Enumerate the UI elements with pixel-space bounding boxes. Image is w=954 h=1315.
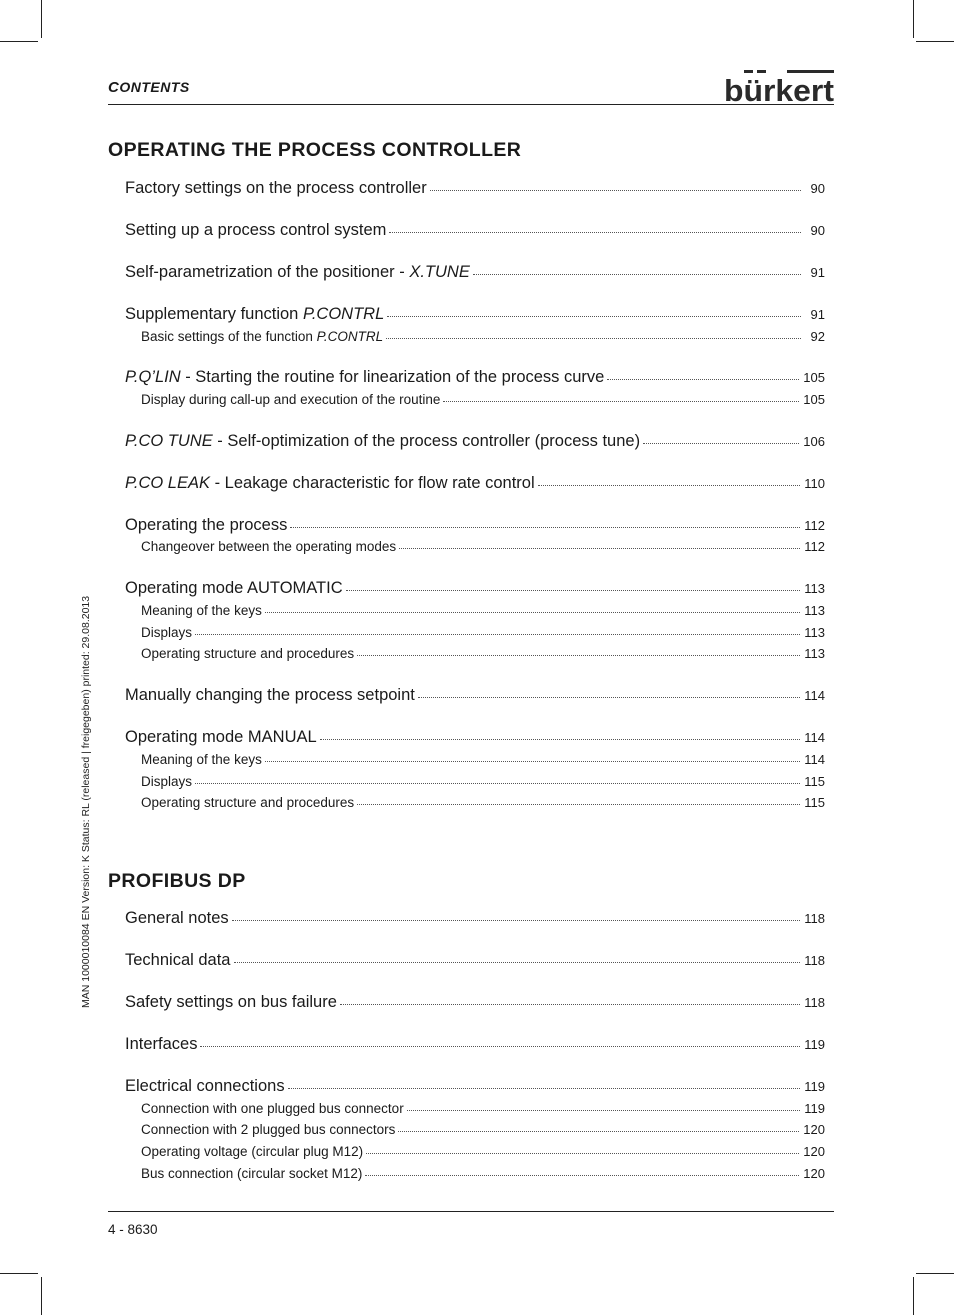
- toc-subentry[interactable]: [141, 1166, 825, 1188]
- dot-leader: [398, 1131, 799, 1132]
- toc-title-part: Interfaces: [125, 1035, 198, 1053]
- toc-page-number: 106: [803, 434, 825, 449]
- toc-entry-title: [125, 474, 535, 493]
- toc-page-number: 113: [804, 603, 825, 618]
- toc-entry-title: [141, 603, 262, 618]
- toc-entry[interactable]: [125, 474, 825, 496]
- crop-mark: [916, 1273, 954, 1274]
- toc-page-number: 91: [810, 265, 825, 280]
- toc-entry-title: [125, 368, 604, 387]
- dot-leader: [365, 1175, 799, 1176]
- dot-leader: [389, 232, 801, 233]
- toc-title-code: P.CONTRL: [302, 305, 385, 323]
- dot-leader: [386, 338, 801, 339]
- logo-text: bürkert: [724, 73, 834, 104]
- toc-title-part: Operating mode MANUAL: [125, 728, 317, 746]
- toc-subentry[interactable]: [141, 539, 825, 561]
- toc-subentry[interactable]: [141, 752, 825, 774]
- toc-entry-title: [141, 1144, 363, 1159]
- dot-leader: [340, 1004, 800, 1005]
- crop-mark: [41, 0, 42, 38]
- dot-leader: [320, 739, 801, 740]
- dot-leader: [607, 379, 799, 380]
- toc-entry-title: [141, 1101, 404, 1116]
- toc-page-number: 114: [804, 688, 825, 703]
- toc-title-code: P.CO TUNE: [125, 432, 213, 450]
- toc-page-number: 91: [810, 307, 825, 322]
- toc-entry-title: [141, 625, 192, 640]
- toc-subentry[interactable]: [141, 625, 825, 647]
- toc-title-part: Operating structure and procedures: [141, 646, 355, 661]
- dot-leader: [346, 590, 801, 591]
- dot-leader: [234, 962, 801, 963]
- toc-entry[interactable]: [125, 221, 825, 243]
- toc-title-part: - Self-optimization of the process controller (process tune): [212, 432, 641, 450]
- toc-page-number: 90: [810, 181, 825, 196]
- toc-subentry[interactable]: [141, 795, 825, 817]
- toc-entry[interactable]: [125, 263, 825, 285]
- dot-leader: [473, 274, 801, 275]
- toc-title-part: Connection with one plugged bus connector: [141, 1101, 404, 1116]
- crop-mark: [913, 1277, 914, 1315]
- toc-title-part: Displays: [141, 625, 193, 640]
- section-title-process-controller: OPERATING THE PROCESS CONTROLLER: [108, 139, 522, 161]
- header-title-cap: C: [108, 79, 120, 96]
- toc-entry-title: [125, 305, 384, 324]
- toc-title-part: - Starting the routine for linearization of the process curve: [180, 368, 605, 386]
- toc-title-part: General notes: [125, 909, 229, 927]
- dot-leader: [538, 485, 801, 486]
- toc-title-part: Technical data: [125, 951, 231, 969]
- toc-page-number: 119: [804, 1101, 825, 1116]
- dot-leader: [200, 1046, 800, 1047]
- crop-mark: [0, 1273, 38, 1274]
- toc-entry-title: [125, 1077, 285, 1096]
- toc-subentry[interactable]: [141, 392, 825, 414]
- dot-leader: [288, 1088, 801, 1089]
- toc-entry-title: [125, 516, 287, 535]
- dot-leader: [265, 612, 800, 613]
- toc-entry[interactable]: [125, 1035, 825, 1057]
- toc-title-part: Connection with 2 plugged bus connectors: [141, 1122, 396, 1137]
- toc-entry-title: [141, 1166, 362, 1181]
- burkert-logo: [724, 70, 834, 104]
- toc-entry-title: [141, 752, 262, 767]
- toc-entry-title: [141, 392, 440, 407]
- toc-entry[interactable]: [125, 516, 825, 538]
- toc-title-code: P.CO LEAK: [125, 474, 210, 492]
- toc-page-number: 119: [804, 1079, 825, 1094]
- header-rule: [108, 104, 834, 105]
- crop-mark: [0, 41, 38, 42]
- toc-page-number: 110: [804, 476, 825, 491]
- toc-entry-title: [141, 329, 383, 344]
- toc-title-part: Setting up a process control system: [125, 221, 387, 239]
- toc-subentry[interactable]: [141, 329, 825, 351]
- footer-rule: [108, 1211, 834, 1212]
- toc-page-number: 118: [804, 911, 825, 926]
- toc-subentry[interactable]: [141, 1144, 825, 1166]
- toc-entry-title: [125, 909, 229, 928]
- toc-entry[interactable]: [125, 951, 825, 973]
- toc-title-part: Operating voltage (circular plug M12): [141, 1144, 364, 1159]
- toc-entry-title: [125, 432, 640, 451]
- dot-leader: [195, 634, 800, 635]
- toc-page-number: 105: [803, 392, 825, 407]
- toc-entry-title: [141, 774, 192, 789]
- toc-page-number: 115: [804, 774, 825, 789]
- toc-page-number: 118: [804, 995, 825, 1010]
- toc-entry[interactable]: [125, 579, 825, 601]
- page-header-title: [108, 79, 190, 96]
- toc-page-number: 114: [804, 730, 825, 745]
- toc-page-number: 120: [803, 1144, 825, 1159]
- toc-title-part: Operating structure and procedures: [141, 795, 355, 810]
- toc-entry-title: [125, 993, 337, 1012]
- toc-subentry[interactable]: [141, 646, 825, 668]
- toc-entry[interactable]: [125, 728, 825, 750]
- toc-title-part: Display during call-up and execution of the routine: [141, 392, 441, 407]
- toc-page-number: 105: [803, 370, 825, 385]
- dot-leader: [430, 190, 801, 191]
- toc-entry-title: [141, 1122, 395, 1137]
- toc-page-number: 112: [804, 518, 825, 533]
- toc-subentry[interactable]: [141, 603, 825, 625]
- toc-title-part: Bus connection (circular socket M12): [141, 1166, 363, 1181]
- document-info-vertical: MAN 1000010084 EN Version: K Status: RL (released | freigegeben) printed: 29.08.2013: [80, 595, 92, 1008]
- dot-leader: [387, 316, 801, 317]
- toc-page-number: 120: [803, 1122, 825, 1137]
- dot-leader: [399, 548, 800, 549]
- toc-title-part: Meaning of the keys: [141, 752, 262, 767]
- toc-title-code: P.Q’LIN: [125, 368, 181, 386]
- toc-title-part: Electrical connections: [125, 1077, 285, 1095]
- toc-page-number: 113: [804, 646, 825, 661]
- dot-leader: [407, 1110, 801, 1111]
- dot-leader: [265, 761, 800, 762]
- section-title-profibus: PROFIBUS DP: [108, 870, 246, 892]
- toc-entry-title: [125, 728, 317, 747]
- dot-leader: [195, 783, 800, 784]
- toc-entry[interactable]: [125, 909, 825, 931]
- toc-title-part: Operating mode AUTOMATIC: [125, 579, 343, 597]
- toc-entry[interactable]: [125, 432, 825, 454]
- toc-title-part: Basic settings of the function: [141, 329, 317, 344]
- dot-leader: [418, 697, 800, 698]
- toc-entry[interactable]: [125, 993, 825, 1015]
- toc-title-part: Meaning of the keys: [141, 603, 262, 618]
- toc-title-code: X.TUNE: [409, 263, 470, 281]
- dot-leader: [290, 527, 800, 528]
- toc-page-number: 115: [804, 795, 825, 810]
- toc-title-part: - Leakage characteristic for flow rate control: [210, 474, 535, 492]
- toc-entry-title: [125, 579, 343, 598]
- toc-entry-title: [125, 221, 386, 240]
- toc-title-part: Self-parametrization of the positioner -: [125, 263, 410, 281]
- toc-entry[interactable]: [125, 305, 825, 327]
- toc-entry[interactable]: [125, 179, 825, 201]
- toc-entry-title: [125, 1035, 197, 1054]
- toc-entry-title: [125, 179, 427, 198]
- toc-entry-title: [125, 686, 415, 705]
- toc-entry-title: [125, 951, 231, 970]
- toc-entry[interactable]: [125, 1077, 825, 1099]
- toc-title-part: Changeover between the operating modes: [141, 539, 397, 554]
- toc-page-number: 92: [810, 329, 825, 344]
- toc-page-number: 90: [810, 223, 825, 238]
- toc-title-part: Safety settings on bus failure: [125, 993, 337, 1011]
- toc-entry-title: [141, 795, 354, 810]
- toc-entry-title: [125, 263, 470, 282]
- toc-page-number: 114: [804, 752, 825, 767]
- toc-title-part: Operating the process: [125, 516, 288, 534]
- toc-page-number: 118: [804, 953, 825, 968]
- toc-title-code: P.CONTRL: [316, 329, 384, 344]
- toc-page-number: 120: [803, 1166, 825, 1181]
- dot-leader: [643, 443, 799, 444]
- header-title-rest: ONTENTS: [119, 79, 190, 95]
- crop-mark: [41, 1277, 42, 1315]
- dot-leader: [366, 1153, 799, 1154]
- toc-title-part: Factory settings on the process controller: [125, 179, 427, 197]
- toc-page-number: 113: [804, 581, 825, 596]
- toc-page-number: 112: [804, 539, 825, 554]
- toc-subentry[interactable]: [141, 1101, 825, 1123]
- crop-mark: [916, 41, 954, 42]
- toc-title-part: Manually changing the process setpoint: [125, 686, 415, 704]
- toc-subentry[interactable]: [141, 774, 825, 796]
- toc-entry-title: [141, 646, 354, 661]
- toc-entry[interactable]: [125, 368, 825, 390]
- toc-title-part: Displays: [141, 774, 193, 789]
- toc-entry[interactable]: [125, 686, 825, 708]
- toc-title-part: Supplementary function: [125, 305, 303, 323]
- dot-leader: [357, 804, 800, 805]
- toc-subentry[interactable]: [141, 1122, 825, 1144]
- toc-page-number: 119: [804, 1037, 825, 1052]
- dot-leader: [443, 401, 799, 402]
- crop-mark: [913, 0, 914, 38]
- toc-entry-title: [141, 539, 396, 554]
- page-number: 4 - 8630: [108, 1222, 158, 1237]
- dot-leader: [232, 920, 801, 921]
- dot-leader: [357, 655, 800, 656]
- toc-page-number: 113: [804, 625, 825, 640]
